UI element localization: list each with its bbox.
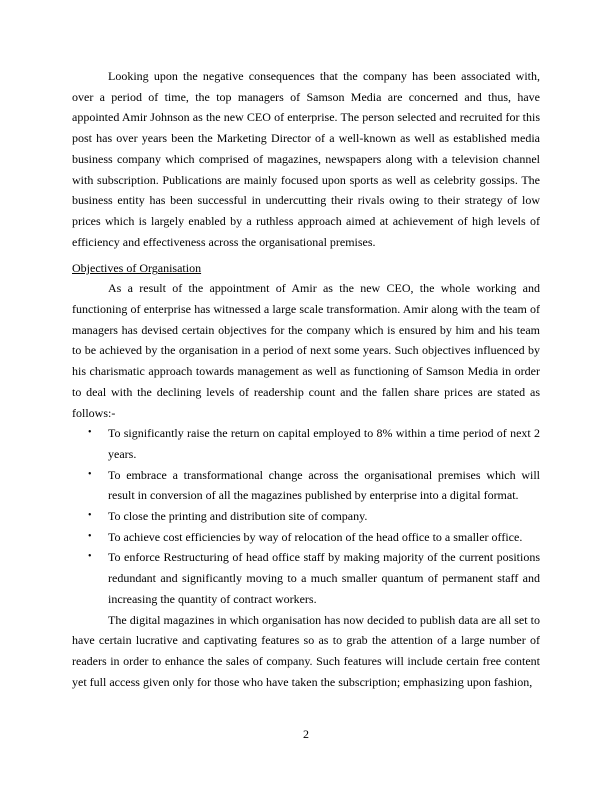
list-item (72, 465, 540, 506)
objectives-list (72, 423, 540, 609)
page-number: 2 (303, 727, 309, 741)
list-item-text: To enforce Restructuring of head office staff by making majority of the current positions redundant and significantly moving to a much smaller quantum of permanent staff and increasing the quantity of contract workers. (108, 550, 540, 606)
bullet-icon: • (88, 530, 92, 542)
bullet-icon: • (88, 551, 92, 563)
list-item (72, 506, 540, 527)
list-item (72, 527, 540, 548)
list-item-text: To embrace a transformational change across the organisational premises which will result in conversion of all the magazines published by enterprise into a digital format. (108, 467, 540, 503)
intro-paragraph: Looking upon the negative consequences that the company has been associated with, over a period of time, the top managers of Samson Media are concerned and thus, have appointed Amir Johnson as the new CEO of enterprise. The person selected and recruited for this post has over years been the Marketing Director of a well-known as well as established media business company which comprised of magazines, newspapers along with a television channel with subscription. Publications are mainly focused upon sports as well as celebrity gossips. The business entity has been successful in undercutting their rivals owing to their strategy of low prices which is largely enabled by a ruthless approach aimed at achievement of high levels of efficiency and effectiveness across the organisational premises. (72, 69, 540, 249)
bullet-icon: • (88, 468, 92, 480)
list-item-text: To achieve cost efficiencies by way of relocation of the head office to a smaller office. (108, 529, 523, 544)
list-item-text: To close the printing and distribution site of company. (108, 509, 368, 524)
bullet-icon: • (88, 510, 92, 522)
closing-paragraph: The digital magazines in which organisation has now decided to publish data are all set to have certain lucrative and captivating features so as to grab the attention of a large number of readers in order to enhance the sales of company. Such features will include certain free content yet full access given only for those who have taken the subscription; emphasizing upon fashion, (72, 612, 540, 689)
page-content (72, 66, 540, 692)
list-item (72, 547, 540, 609)
section-heading: Objectives of Organisation (72, 261, 202, 276)
list-item-text: To significantly raise the return on capital employed to 8% within a time period of next 2 years. (108, 426, 540, 461)
list-item (72, 423, 540, 464)
objectives-intro-paragraph: As a result of the appointment of Amir as the new CEO, the whole working and functioning of enterprise has witnessed a large scale transformation. Amir along with the team of managers has devised certain objectives for the company which is ensured by him and his team to be achieved by the organisation in a period of next some years. Such objectives influenced by his charismatic approach towards management as well as functioning of Samson Media in order to deal with the declining levels of readership count and the fallen share prices are stated as follows:- (72, 281, 540, 420)
bullet-icon: • (88, 427, 92, 439)
